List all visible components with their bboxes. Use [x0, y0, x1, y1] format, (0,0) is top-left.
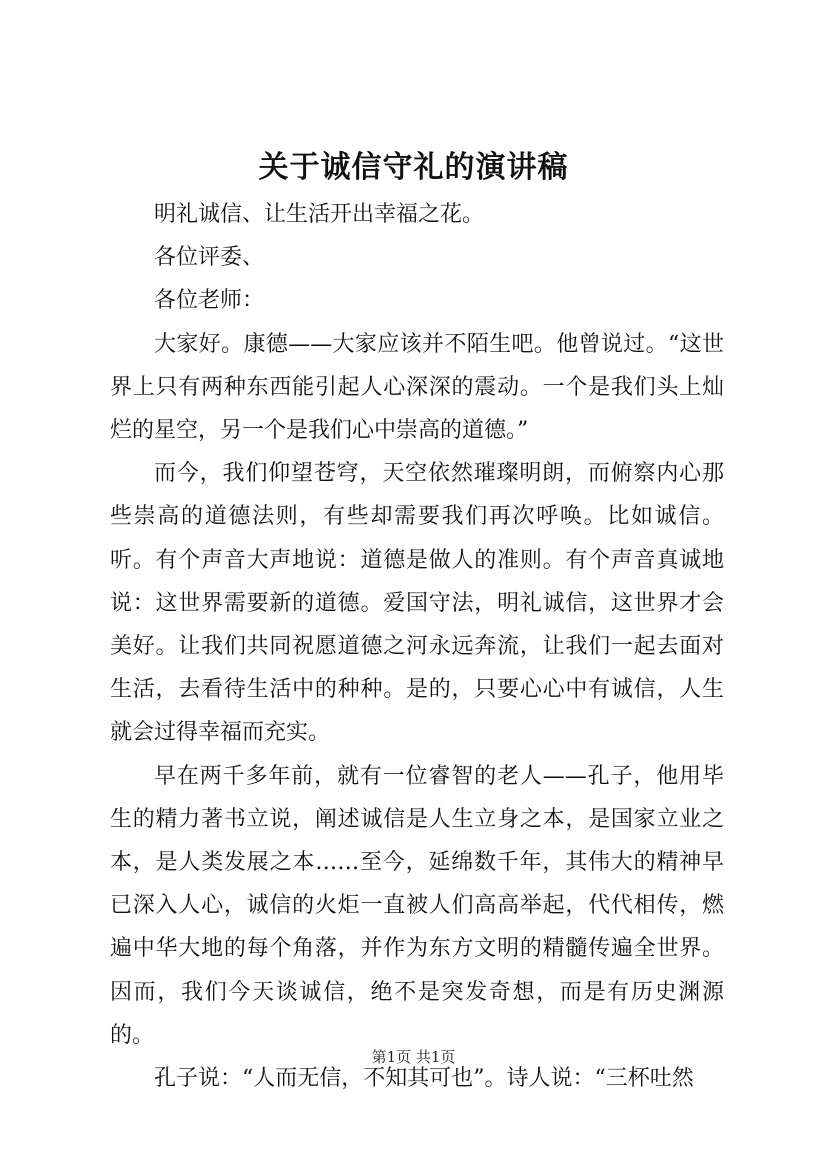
document-title: 关于诚信守礼的演讲稿: [258, 150, 569, 185]
paragraph-salutation-judges: 各位评委、: [154, 245, 265, 271]
paragraph-quote: 孔子说：“人而无信，不知其可也”。诗人说：“三杯吐然: [154, 1066, 694, 1092]
paragraph-subtitle: 明礼诚信、让生活开出幸福之花。: [154, 202, 485, 227]
page-footer: 第1页 共1页: [371, 1048, 456, 1066]
paragraph-moral-law: 而今，我们仰望苍穹，天空依然璀璨明朗，而俯察内心那些崇高的道德法则，有些却需要我们再次呼唤。比如诚信。听。有个声音大声地说：道德是做人的准则。有个声音真诚地说：这世界需要新的道德。爱国守法，明礼诚信，这世界才会美好。让我们共同祝愿道德之河永远奔流，让我们一起去面对生活，去看待生活中的种种。是的，只要心心中有诚信，人生就会过得幸福而充实。: [110, 461, 724, 746]
paragraph-salutation-teachers: 各位老师：: [154, 288, 265, 314]
document-body: [110, 193, 724, 1100]
paragraph-confucius: 早在两千多年前，就有一位睿智的老人——孔子，他用毕生的精力著书立说，阐述诚信是人生立身之本，是国家立业之本，是人类发展之本……至今，延绵数千年，其伟大的精神早已深入人心，诚信的火炬一直被人们高高举起，代代相传，燃遍中华大地的每个角落，并作为东方文明的精髓传遍全世界。因而，我们今天谈诚信，绝不是突发奇想，而是有历史渊源的。: [110, 763, 724, 1048]
paragraph-kant: 大家好。康德——大家应该并不陌生吧。他曾说过。“这世界上只有两种东西能引起人心深深的震动。一个是我们头上灿烂的星空，另一个是我们心中崇高的道德。”: [110, 331, 724, 444]
